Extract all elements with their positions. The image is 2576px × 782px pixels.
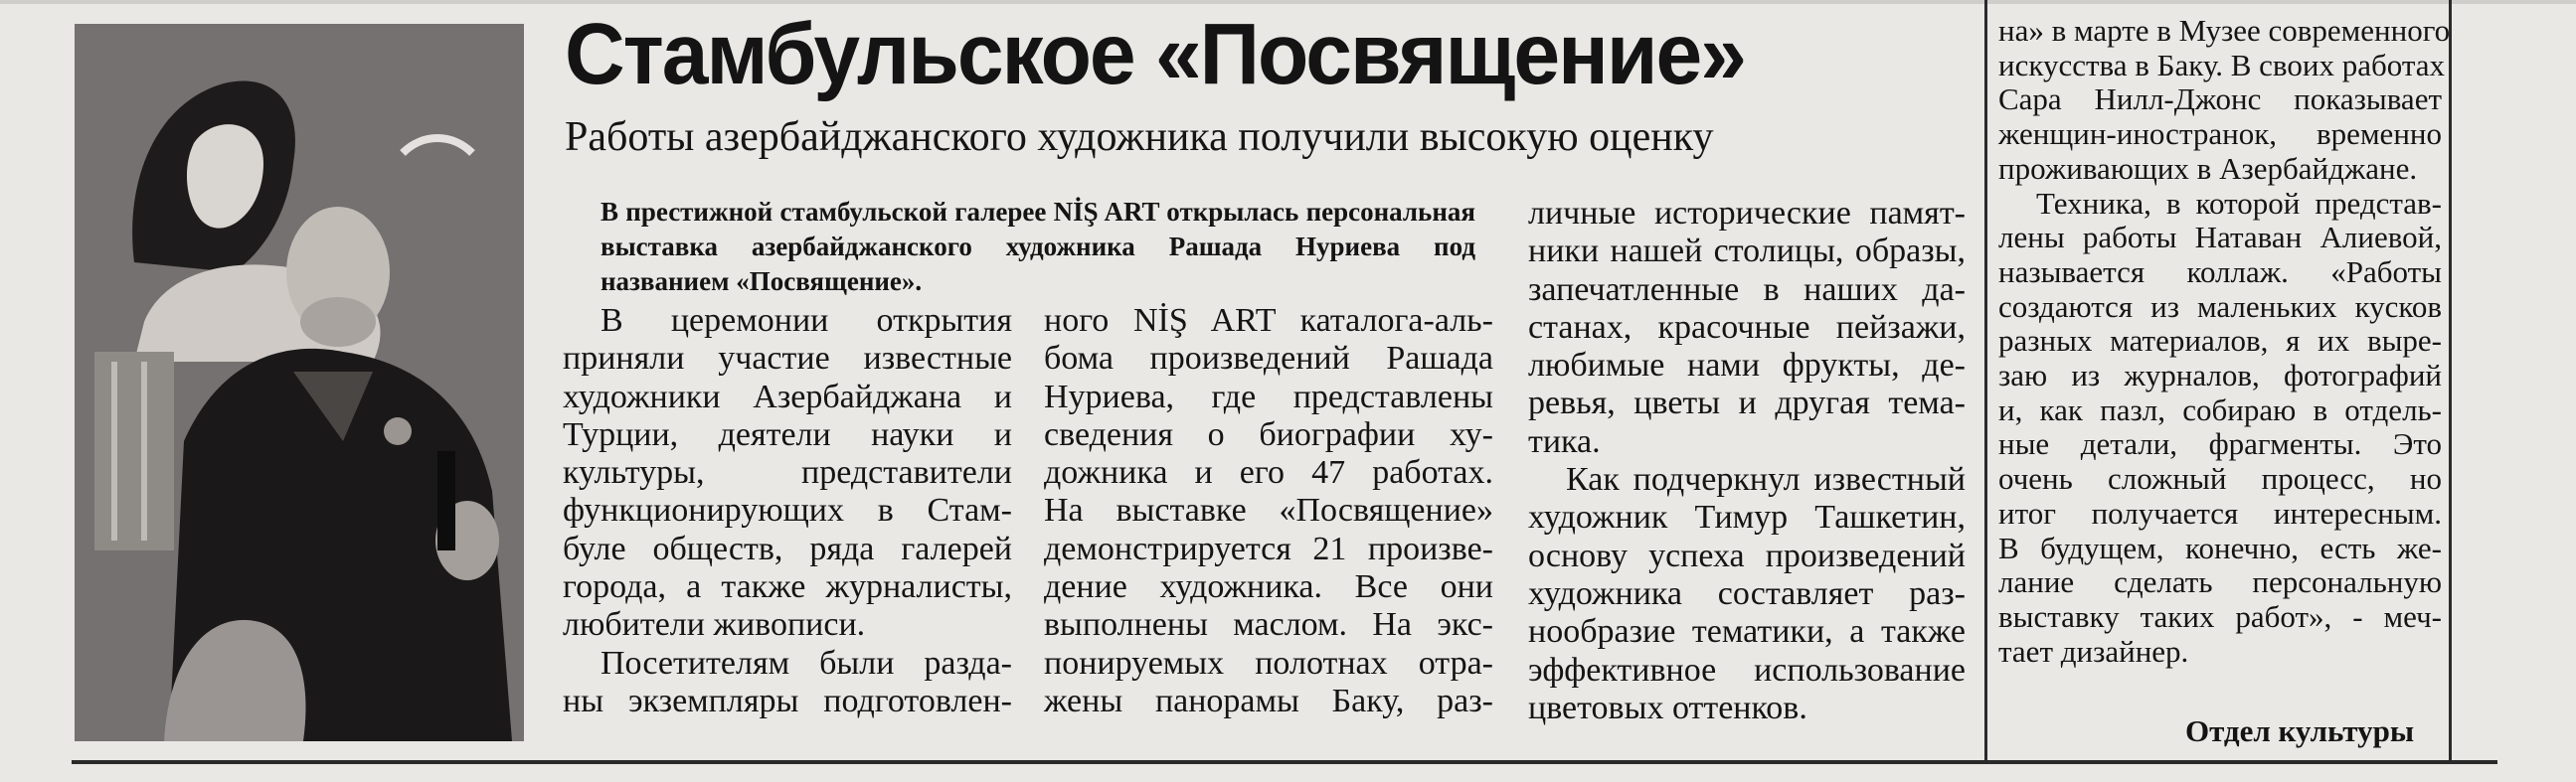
artist-photo-illustration [75,24,524,741]
column-4 [1998,13,2451,669]
text-line: дожника и его 47 работах. [1044,454,1493,492]
column-1 [563,302,1012,720]
text-line: бома произведений Рашада [1044,340,1493,378]
text-line: понируемых полотнах отра- [1044,644,1493,682]
lead-paragraph: В престижной стамбульской галерее NİŞ ART открылась персональная выставка азербайджанского художника Рашада Нуриева под названием «Посвящение». [601,197,1475,296]
text-line: Турции, деятели науки и [563,415,1012,453]
text-line: Техника, в которой представ- [2036,185,2442,221]
text-line: запечатленные в наших да- [1528,270,1966,308]
headline: Стамбульское «Посвящение» [565,5,1745,102]
text-line: сведения о биографии ху- [1044,415,1493,453]
text-line: Нуриева, где представлены [1044,378,1493,415]
text-line: нообразие тематики, а также [1528,613,1966,651]
text-line: буле обществ, ряда галерей [563,530,1012,567]
text-line: станах, красочные пейзажи, [1528,308,1966,346]
text-line: художник Тимур Ташкетин, [1528,499,1966,537]
text-line: личные исторические памят- [1528,195,1966,232]
subheadline: Работы азербайджанского художника получили высокую оценку [565,114,1714,160]
text-line: создаются из маленьких кусков [1998,288,2442,324]
text-line: демонстрируется 21 произве- [1044,530,1493,567]
bottom-rule [72,760,2497,764]
text-line: проживающих в Азербайджане. [1998,150,2418,186]
text-line: очень сложный процесс, но [1998,461,2442,497]
text-line: лены работы Натаван Алиевой, [1998,220,2442,255]
text-line: заю из журналов, фотографий [1998,358,2442,393]
text-line: В будущем, конечно, есть же- [1998,530,2442,565]
text-line: жены панорамы Баку, раз- [1044,682,1493,719]
text-line: тает дизайнер. [1998,633,2189,669]
text-line: на» в марте в Музее современного [1998,13,2451,48]
text-line: В церемонии открытия [601,302,1012,339]
text-line: ны экземпляры подготовлен- [563,682,1012,719]
column-3 [1528,195,1966,727]
text-line: называется коллаж. «Работы [1998,253,2442,289]
text-line: приняли участие известные [563,340,1012,378]
text-line: лание сделать персональную [1998,564,2442,600]
text-line: Сара Нилл-Джонс показывает [1998,81,2442,117]
text-line: города, а также журналисты, [563,568,1012,606]
text-line: художника составляет раз- [1528,574,1966,612]
text-line: женщин-иностранок, временно [1998,116,2442,152]
text-line: ного NİŞ ART каталога-аль- [1044,302,1493,339]
text-line: художники Азербайджана и [563,378,1012,415]
text-line: разных материалов, я их выре- [1998,323,2442,359]
text-line: Посетителям были разда- [601,644,1012,682]
text-line: ные детали, фрагменты. Это [1998,426,2442,462]
text-line: эффективное использование [1528,651,1966,689]
text-line: ники нашей столицы, образы, [1528,233,1966,270]
text-line: основу успеха произведений [1528,537,1966,574]
text-line: тика. [1528,422,1601,460]
text-line: выставку таких работ», - меч- [1998,598,2442,634]
text-line: На выставке «Посвящение» [1044,492,1493,530]
text-line: выполнены маслом. На экс- [1044,606,1493,644]
column-2 [1044,302,1493,720]
byline-signature: Отдел культуры [2185,713,2415,748]
text-line: итог получается интересным. [1998,495,2442,531]
text-line: любимые нами фрукты, де- [1528,347,1966,385]
text-line: ревья, цветы и другая тема- [1528,385,1966,422]
text-line: искусства в Баку. В своих работах [1998,47,2446,82]
text-line: дение художника. Все они [1044,568,1493,606]
text-line: цветовых оттенков. [1528,689,1807,726]
text-line: функционирующих в Стам- [563,492,1012,530]
text-line: культуры, представители [563,454,1012,492]
text-line: любители живописи. [563,606,866,644]
artist-photo [75,24,524,741]
text-line: Как подчеркнул известный [1566,461,1966,499]
text-line: и, как пазл, собираю в отдель- [1998,391,2442,427]
